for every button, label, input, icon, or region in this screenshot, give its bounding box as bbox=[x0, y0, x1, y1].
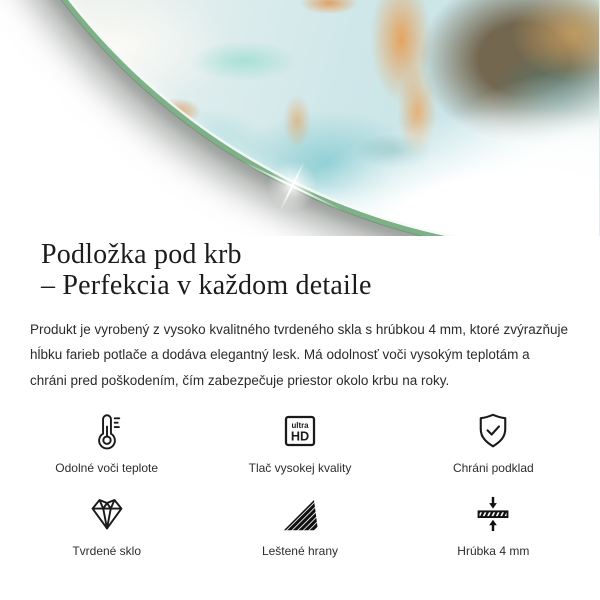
feature-protects-surface bbox=[397, 410, 590, 475]
title-line-2: – Perfekcia v každom detaile bbox=[41, 269, 372, 301]
feature-label: Tlač vysokej kvality bbox=[248, 460, 352, 475]
feature-polished-edges bbox=[203, 493, 396, 558]
feature-thickness bbox=[397, 493, 590, 558]
ultra-hd-icon bbox=[278, 410, 322, 452]
product-description: Produkt je vyrobený z vysoko kvalitného tvrdeného skla s hrúbkou 4 mm, ktoré zvýrazňuje hĺbku farieb potlače a dodáva elegantný lesk. Má odolnosť voči vysokým teplotám a chráni pred poškodením, čím zabezpečuje priestor okolo krbu na roky. bbox=[30, 321, 569, 388]
thickness-press-icon bbox=[471, 493, 515, 535]
shield-check-icon bbox=[471, 410, 515, 452]
feature-label: Tvrdené sklo bbox=[72, 543, 142, 558]
feature-label: Odolné voči teplote bbox=[55, 460, 159, 475]
feature-label: Hrúbka 4 mm bbox=[457, 543, 530, 558]
polished-edges-icon bbox=[278, 493, 322, 535]
title-line-1: Podložka pod krb bbox=[41, 239, 242, 270]
thermometer-icon bbox=[85, 410, 129, 452]
description-section bbox=[0, 240, 600, 394]
feature-print-quality bbox=[203, 410, 396, 475]
hero-image-section bbox=[0, 0, 600, 236]
features-grid bbox=[10, 410, 590, 558]
feature-heat-resistant bbox=[10, 410, 203, 475]
feature-label: Chráni podklad bbox=[452, 460, 534, 475]
diamond-icon bbox=[85, 493, 129, 535]
ultra-text: ultra bbox=[291, 420, 309, 430]
hd-text: HD bbox=[290, 429, 310, 444]
feature-label: Leštené hrany bbox=[261, 543, 339, 558]
page-title bbox=[41, 240, 570, 302]
feature-tempered-glass bbox=[10, 493, 203, 558]
